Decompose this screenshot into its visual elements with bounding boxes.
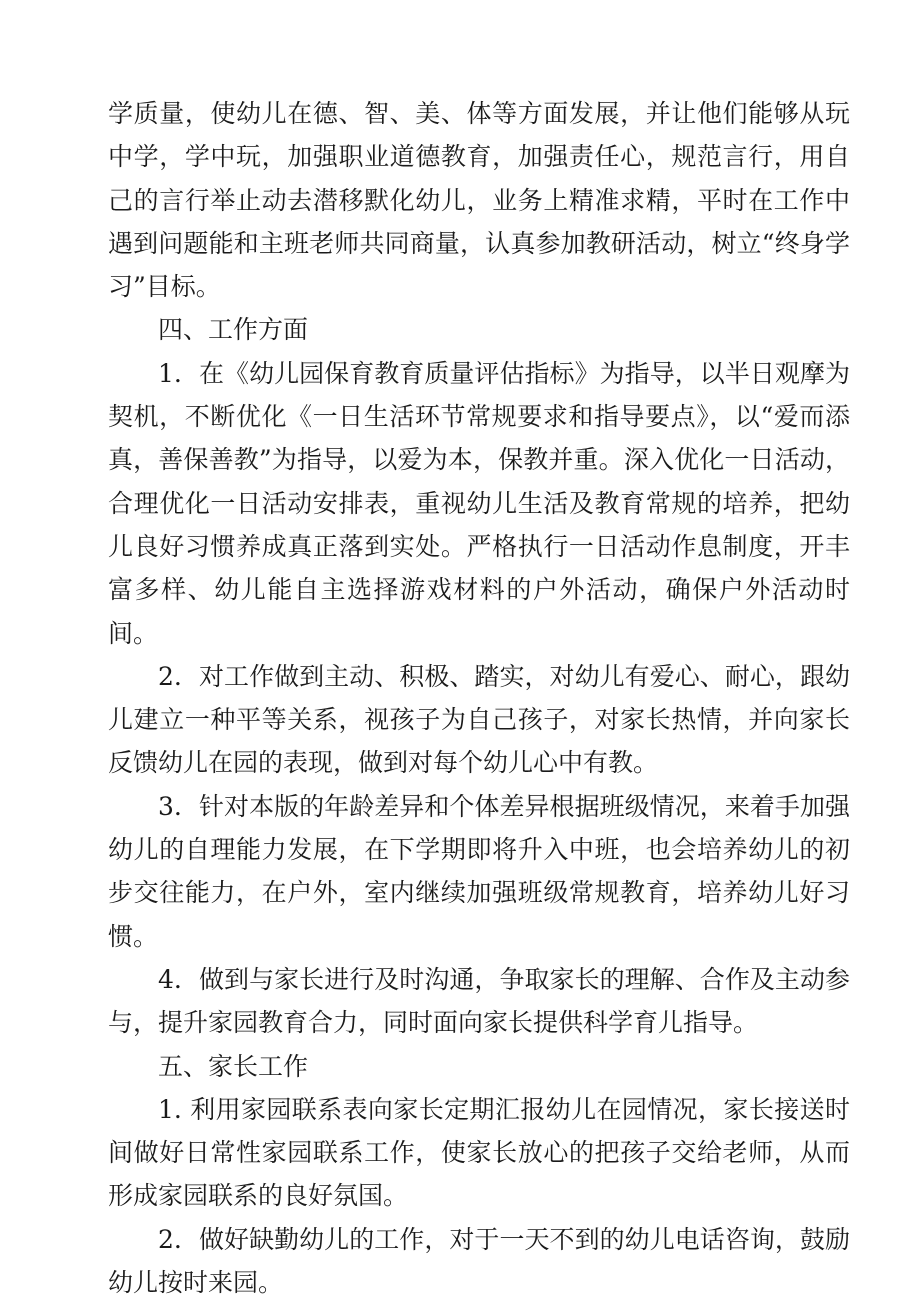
paragraph-work-item-1: 1．在《幼儿园保育教育质量评估指标》为指导，以半日观摩为契机，不断优化《一日生活环节常规要求和指导要点》，以“爱而添真，善保善教”为指导，以爱为本，保教并重。深入优化一日活动，合理优化一日活动安排表，重视幼儿生活及教育常规的培养，把幼儿良好习惯养成真正落到实处。严格执行一日活动作息制度，开丰富多样、幼儿能自主选择游戏材料的户外活动，确保户外活动时间。 [108, 358, 850, 648]
paragraph-work-item-2: 2．对工作做到主动、积极、踏实，对幼儿有爱心、耐心，跟幼儿建立一种平等关系，视孩子为自己孩子，对家长热情，并向家长反馈幼儿在园的表现，做到对每个幼儿心中有教。 [108, 661, 850, 778]
document-body [108, 92, 850, 1304]
paragraph-parents-item-1: 1. 利用家园联系表向家长定期汇报幼儿在园情况，家长接送时间做好日常性家园联系工作，使家长放心的把孩子交给老师，从而形成家园联系的良好氛国。 [108, 1094, 850, 1211]
paragraph-work-item-3: 3．针对本版的年龄差异和个体差异根据班级情况，来着手加强幼儿的自理能力发展，在下学期即将升入中班，也会培养幼儿的初步交往能力，在户外，室内继续加强班级常规教育，培养幼儿好习惯。 [108, 791, 850, 951]
section-heading-parents: 五、家长工作 [158, 1051, 309, 1081]
section-heading-work: 四、工作方面 [158, 315, 309, 345]
paragraph-work-item-4: 4．做到与家长进行及时沟通，争取家长的理解、合作及主动参与，提升家园教育合力，同时面向家长提供科学育儿指导。 [108, 964, 850, 1038]
paragraph-continuation: 学质量，使幼儿在德、智、美、体等方面发展，并让他们能够从玩中学，学中玩，加强职业道德教育，加强责任心，规范言行，用自己的言行举止动去潜移默化幼儿，业务上精准求精，平时在工作中遇到问题能和主班老师共同商量，认真参加教研活动，树立“终身学习”目标。 [108, 99, 850, 302]
paragraph-parents-item-2: 2．做好缺勤幼儿的工作，对于一天不到的幼儿电话咨询，鼓励幼儿按时来园。 [108, 1224, 850, 1298]
